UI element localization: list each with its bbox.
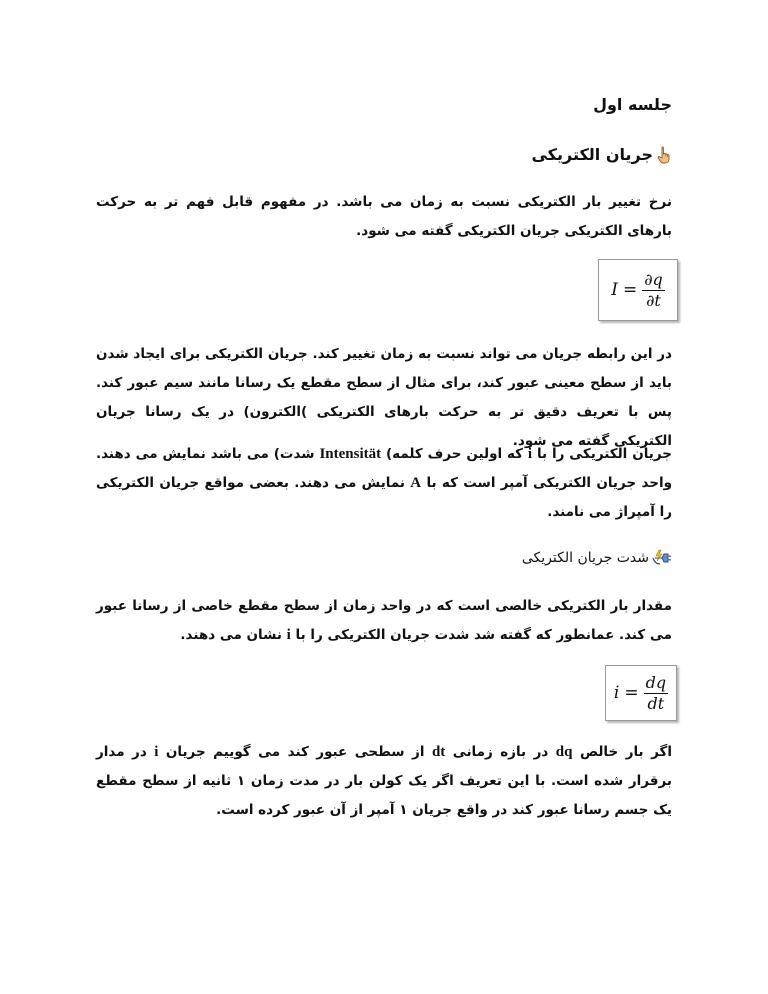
- symbol-i: i: [286, 627, 291, 643]
- text-run: شدت) می باشد نمایش می دهند. واحد جریان الکتریکی آمپر است که با: [96, 446, 672, 491]
- text-run: در بازه زمانی: [445, 744, 556, 760]
- text-run: جریان الکتریکی را با: [532, 446, 672, 462]
- formula-equals: =: [622, 280, 638, 300]
- text-run: از سطحی عبور کند می گوییم جریان: [158, 744, 432, 760]
- formula-fraction: [644, 673, 668, 714]
- symbol-dt: dt: [431, 744, 446, 760]
- text-run: که اولین حرف کلمه): [381, 446, 528, 462]
- formula-current-partial: [598, 259, 678, 321]
- symbol-i: i: [154, 744, 159, 760]
- symbol-dq: dq: [555, 744, 573, 760]
- word-intensitat: Intensität: [319, 446, 382, 462]
- paragraph-explanation: در این رابطه جریان می تواند نسبت به زمان تغییر کند. جریان الکتریکی برای ایجاد شدن باید از سطح معینی عبور کند، برای مثال از سطح مقطع یک رسانا مانند سیم عبور کند. پس با تعریف دقیق تر به حرکت بارهای الکتریکی )الکترون) در یک رسانا جریان الکتریکی گفته می شود.: [96, 346, 672, 449]
- text-run: اگر بار خالص: [572, 744, 672, 760]
- section-heading: [96, 142, 672, 168]
- paragraph-coulomb: [96, 738, 672, 825]
- formula-denominator: dt: [647, 693, 665, 713]
- electric-plug-icon: [652, 549, 672, 567]
- formula-equals: =: [624, 683, 639, 703]
- subsection-heading: [96, 545, 672, 571]
- formula-current-derivative: [605, 665, 677, 721]
- session-title: جلسه اول: [593, 95, 672, 114]
- formula-lhs: i: [613, 683, 620, 703]
- text-run: در مدار برقرار شده است. با این تعریف اگر یک کولن بار در مدت زمان ۱ ثانیه از سطح مقطع یک جسم رسانا عبور کند در واقع جریان ۱ آمپر از آن عبور کرده است.: [96, 744, 672, 818]
- formula-denominator: ∂t: [646, 290, 661, 310]
- text-run: مقدار بار الکتریکی خالصی است که در واحد زمان از سطح مقطع خاصی از رسانا عبور می کند. عمانطور که گفته شد شدت جریان الکتریکی را با: [96, 598, 672, 643]
- formula-numerator: ∂q: [644, 269, 663, 289]
- formula-fraction: [642, 270, 665, 311]
- paragraph-unit: [96, 440, 672, 527]
- formula-numerator: dq: [645, 672, 667, 692]
- subsection-title: شدت جریان الکتریکی: [521, 550, 649, 566]
- paragraph-intensity: [96, 592, 672, 650]
- formula-lhs: I: [611, 280, 618, 300]
- symbol-i: i: [527, 446, 533, 462]
- text-run: نمایش می دهند. بعضی مواقع جریان الکتریکی را آمپراژ می نامند.: [96, 475, 672, 520]
- paragraph-definition: نرخ تغییر بار الکتریکی نسبت به زمان می باشد. در مفهوم قابل فهم تر به حرکت بارهای الکتریکی جریان الکتریکی گفته می شود.: [96, 194, 672, 239]
- section-title: جریان الکتریکی: [531, 145, 653, 164]
- pointing-hand-icon: [656, 146, 672, 164]
- text-run: نشان می دهند.: [180, 627, 287, 643]
- symbol-a: A: [410, 475, 422, 491]
